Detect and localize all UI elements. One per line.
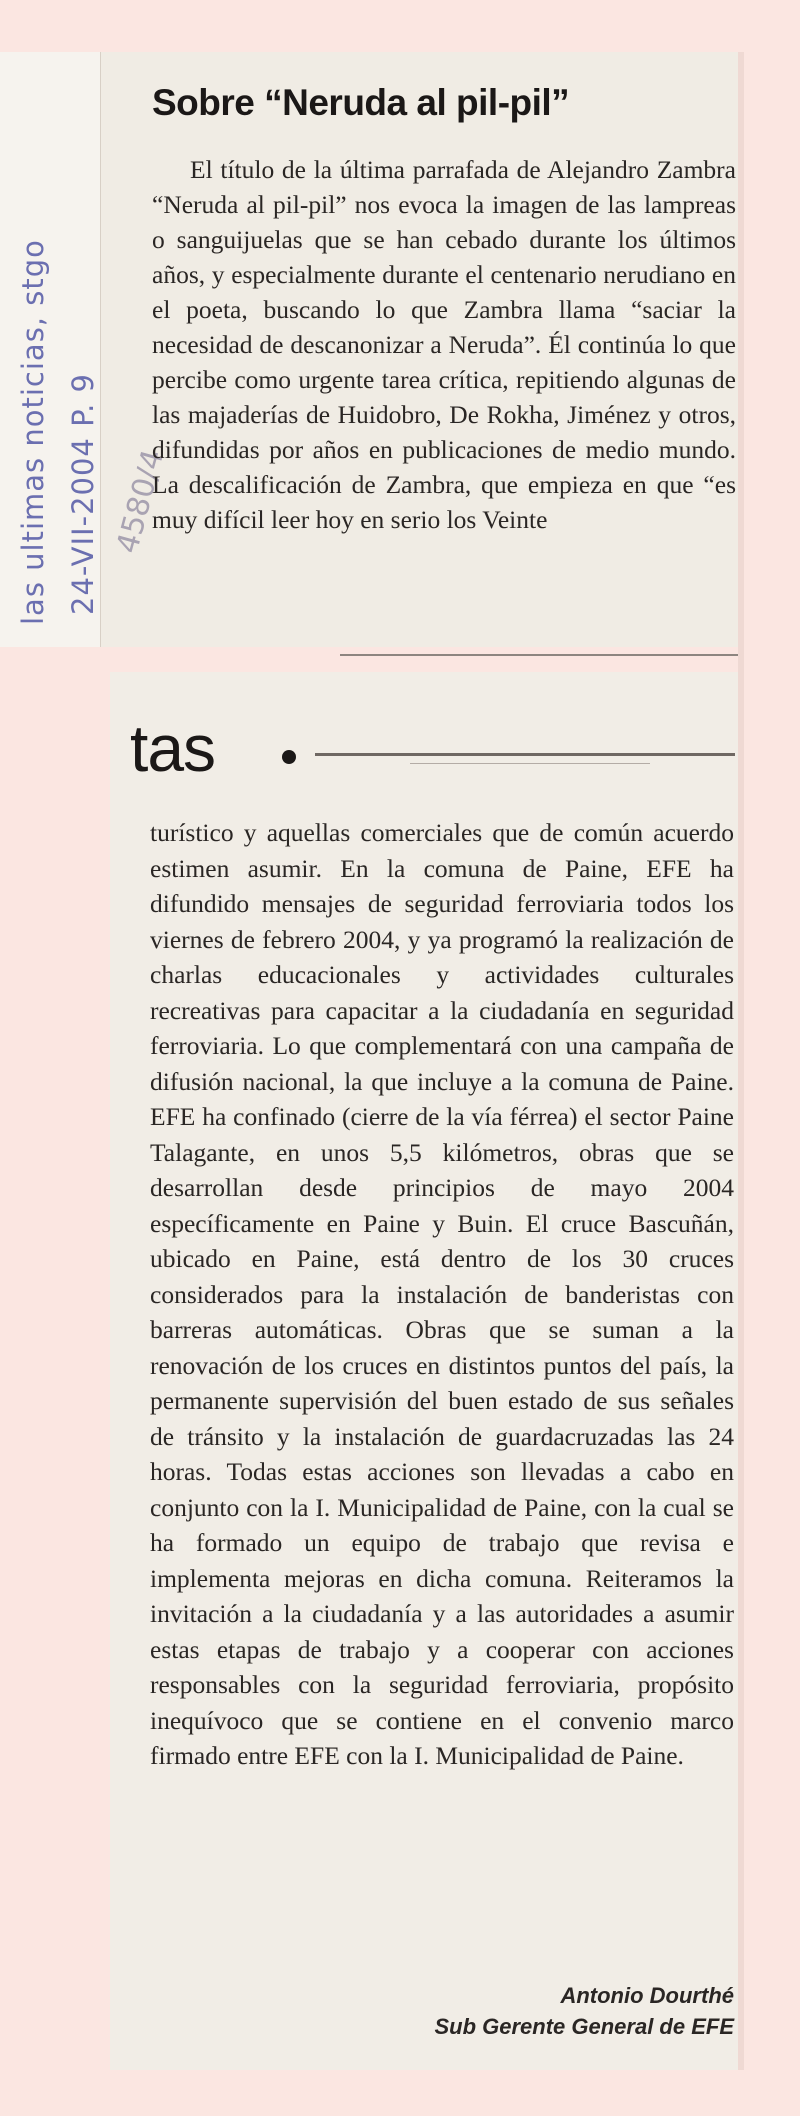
signature-title: Sub Gerente General de EFE: [434, 2014, 734, 2039]
source-note-line-2: 24-VII-2004 P. 9: [66, 373, 100, 615]
clipping-number: 4580/4: [110, 446, 172, 558]
article-body: [150, 815, 734, 1774]
article-paragraph: turístico y aquellas comerciales que de común acuerdo estimen asumir. En la comuna de Paine, EFE ha difundido mensajes de seguridad ferroviaria todos los viernes de febrero 2004, y ya programó la realización de charlas educacionales y actividades culturales recreativas para capacitar a la ciudadanía en seguridad ferroviaria. Lo que complementará con una campaña de difusión nacional, la que incluye a la comuna de Paine. EFE ha confinado (cierre de la vía férrea) el sector Paine Talagante, en unos 5,5 kilómetros, obras que se desarrollan desde principios de mayo 2004 específicamente en Paine y Buin. El cruce Bascuñán, ubicado en Paine, está dentro de los 30 cruces considerados para la instalación de banderistas con barreras automáticas. Obras que se suman a la renovación de los cruces en distintos puntos del país, la permanente supervisión del buen estado de sus señales de tránsito y la instalación de guardacruzadas las 24 horas. Todas estas acciones son llevadas a cabo en conjunto con la I. Municipalidad de Paine, con la cual se ha formado un equipo de trabajo que revisa e implementa mejoras en dicha comuna. Reiteramos la invitación a la ciudadanía y a las autoridades a asumir estas etapas de trabajo y a cooperar con acciones responsables con la seguridad ferroviaria, propósito inequívoco que se contiene en el convenio marco firmado entre EFE con la I. Municipalidad de Paine.: [150, 818, 734, 1770]
heading-rule: [315, 753, 735, 756]
section-heading: tas: [130, 711, 216, 785]
handwritten-source-note: [8, 25, 118, 625]
signature-name: Antonio Dourthé: [560, 1983, 734, 2008]
letter-paragraph: El título de la última parrafada de Alejandro Zambra “Neruda al pil-pil” nos evoca la imagen de las lampreas o sanguijuelas que se han cebado durante los últimos años, y especialmente durante el centenario nerudiano en el poeta, buscando lo que Zambra llama “saciar la necesidad de descanonizar a Neruda”. Él continúa lo que percibe como urgente tarea crítica, repitiendo algunas de las majaderías de Huidobro, De Rokha, Jiménez y otros, difundidas por años en publicaciones de medio mundo. La descalificación de Zambra, que empieza en que “es muy difícil leer hoy en serio los Veinte: [152, 155, 736, 534]
bullet-icon: [282, 750, 296, 764]
paper-edge-shadow: [738, 52, 744, 2070]
signature-block: [300, 1980, 734, 2042]
source-note-line-1: las ultimas noticias, stgo: [16, 239, 50, 625]
heading-rule-thin: [410, 763, 650, 764]
divider-rule: [340, 654, 740, 656]
letter-title: Sobre “Neruda al pil-pil”: [152, 82, 570, 123]
letter-body: [152, 152, 736, 537]
